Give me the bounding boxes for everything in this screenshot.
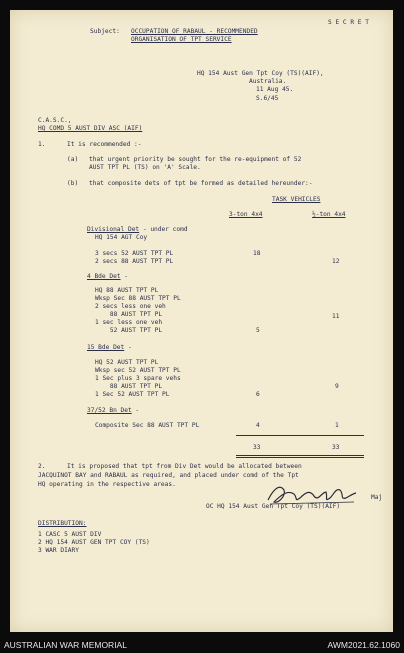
distribution-title: DISTRIBUTION: [38,520,87,527]
value-3-ton: 5 [256,327,260,334]
para-1a-line-2: AUST TPT PL (TS) on 'A' Scale. [89,164,201,171]
document-page [10,10,393,632]
group-line: 88 AUST TPT PL [95,311,163,318]
para-1-number: 1. [38,141,46,148]
group-line: 1 sec less one veh [95,319,163,326]
para-1b-text: that composite dets of tpt be formed as detailed hereunder:- [89,180,313,187]
group-line: HQ 52 AUST TPT PL [95,359,159,366]
archive-accession-number: AWM2021.62.1060 [327,640,400,650]
subject-line-1: OCCUPATION OF RABAUL - RECOMMENDED [131,28,258,35]
value-half-ton: 1 [335,422,339,429]
para-2-line-2: JACQUINOT BAY and RABAUL as required, and placed under comd of the Tpt [38,472,299,479]
group-title: 4 Bde Det - [87,273,128,280]
group-line: HQ 88 AUST TPT PL [95,287,159,294]
value-3-ton: 4 [256,422,260,429]
group-line: 3 secs 52 AUST TPT PL [95,250,174,257]
total-half-ton: 33 [332,444,340,451]
subject-line-2: ORGANISATION OF TPT SERVICE [131,36,232,43]
group-line: HQ 154 AGT Coy [95,234,148,241]
para-2-line-3: HQ operating in the respective areas. [38,481,176,488]
group-line: Composite Sec 88 AUST TPT PL [95,422,200,429]
group-line: 1 Sec 52 AUST TPT PL [95,391,170,398]
addressee-line-2: HQ COMD 5 AUST DIV ASC (AIF) [38,125,143,132]
para-1b-label: (b) [67,180,79,187]
table-heading: TASK VEHICLES [272,196,321,203]
sender-location: Australia. [249,78,287,85]
para-1-intro: It is recommended :- [67,141,142,148]
value-half-ton: 11 [332,313,340,320]
file-reference: S.6/45 [256,95,279,102]
sender-unit: HQ 154 Aust Gen Tpt Coy (TS)(AIF), [197,70,324,77]
para-2-line-1: It is proposed that tpt from Div Det would be allocated between [67,463,302,470]
group-line: 1 Sec plus 3 spare vehs [95,375,181,382]
value-3-ton: 18 [253,250,261,257]
classification-marking: S E C R E T [328,19,369,26]
group-title: 15 Bde Det - [87,344,132,351]
signature-block: OC HQ 154 Aust Gen Tpt Coy (TS)(AIF) [206,503,341,510]
para-2-number: 2. [38,463,46,470]
archive-name: AUSTRALIAN WAR MEMORIAL [4,640,127,650]
distribution-item: 1 CASC 5 AUST DIV [38,531,102,538]
value-3-ton: 6 [256,391,260,398]
total-rule-top [236,435,364,436]
group-title: Divisional Det - under comd [87,226,188,233]
total-rule-bottom-1 [236,455,364,456]
value-half-ton: 12 [332,258,340,265]
group-line: Wksp sec 52 AUST TPT PL [95,367,181,374]
para-1a-line-1: that urgent priority be sought for the re-equipment of 52 [89,156,302,163]
group-line: 88 AUST TPT PL [95,383,163,390]
value-half-ton: 9 [335,383,339,390]
subject-label: Subject: [90,28,120,35]
signature-rank: Maj [371,494,383,501]
total-3-ton: 33 [253,444,261,451]
para-1a-label: (a) [67,156,79,163]
archive-footer [0,636,404,653]
group-line: 52 AUST TPT PL [95,327,163,334]
group-line: Wksp Sec 88 AUST TPT PL [95,295,181,302]
distribution-item: 3 WAR DIARY [38,547,79,554]
column-header-half-ton: ½-ton 4x4 [312,211,346,218]
group-line: 2 secs 88 AUST TPT PL [95,258,174,265]
distribution-item: 2 HQ 154 AUST GEN TPT COY (TS) [38,539,150,546]
group-line: 2 secs less one veh [95,303,166,310]
group-title: 37/52 Bn Det - [87,407,140,414]
addressee-line-1: C.A.S.C., [38,117,72,124]
document-date: 11 Aug 45. [256,86,294,93]
column-header-3-ton: 3-ton 4x4 [229,211,263,218]
total-rule-bottom-2 [236,457,364,458]
